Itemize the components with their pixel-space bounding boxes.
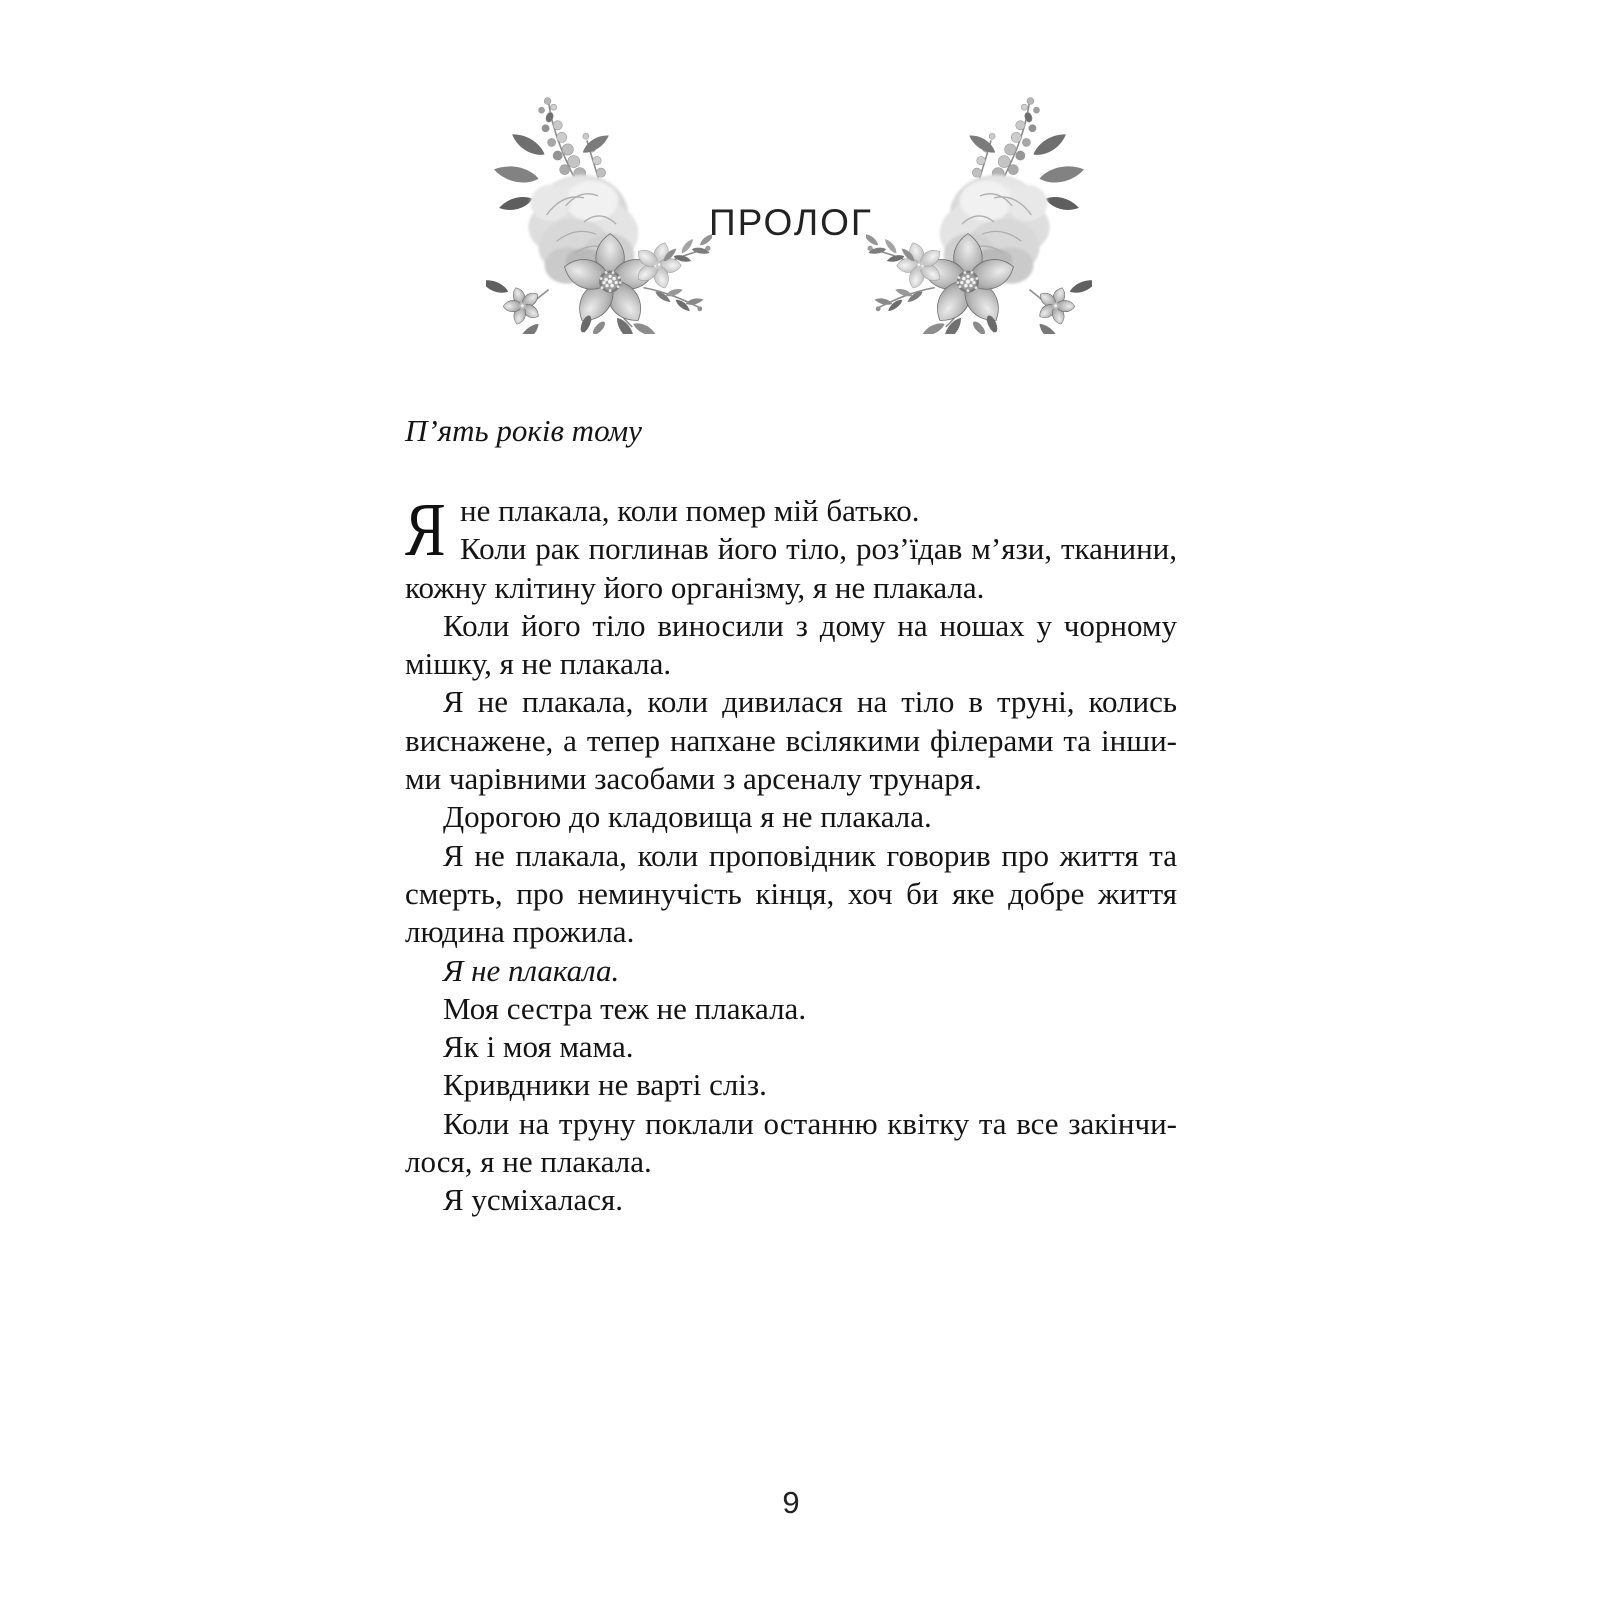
paragraph-list bbox=[405, 607, 1177, 1220]
page-number: 9 bbox=[782, 1485, 800, 1520]
paragraph-3: Дорогою до кладовища я не плакала. bbox=[443, 799, 932, 835]
paragraph-10: Я усміхалася. bbox=[443, 1182, 624, 1218]
paragraph-2: Я не плакала, коли дивилася на тіло в труні, колись виснажене, а тепер напхане всілякими філерами та іншими чарівними засобами з арсеналу трунаря. bbox=[405, 684, 1177, 797]
paragraph-1: Коли його тіло виносили з дому на ношах у чорному мішку, я не плакала. bbox=[405, 607, 1177, 682]
opening-block bbox=[405, 488, 1177, 607]
paragraph-6: Моя сестра теж не плакала. bbox=[443, 990, 807, 1026]
paragraph-9: Коли на труну поклали останню квітку та все закінчилося, я не плакала. bbox=[405, 1105, 1177, 1180]
paragraph-8: Кривдники не варті сліз. bbox=[443, 1067, 767, 1103]
body-text bbox=[405, 488, 1177, 1220]
paragraph-7: Як і моя мама. bbox=[443, 1029, 634, 1065]
opening-paragraph-1: не плакала, коли помер мій батько. bbox=[460, 493, 920, 528]
epigraph: П’ять років тому bbox=[405, 413, 642, 448]
paragraph-5: Я не плакала. bbox=[443, 952, 620, 988]
drop-cap: Я bbox=[405, 488, 446, 572]
chapter-title: ПРОЛОГ bbox=[709, 201, 873, 243]
opening-paragraph-2: Коли рак поглинав його тіло, роз’їдав м’язи, тканини, кожну клітину його організму, я не плакала. bbox=[405, 531, 1177, 605]
paragraph-4: Я не плакала, коли проповідник говорив про життя та смерть, про неминучість кінця, хоч би яке добре життя людина прожила. bbox=[405, 837, 1177, 950]
